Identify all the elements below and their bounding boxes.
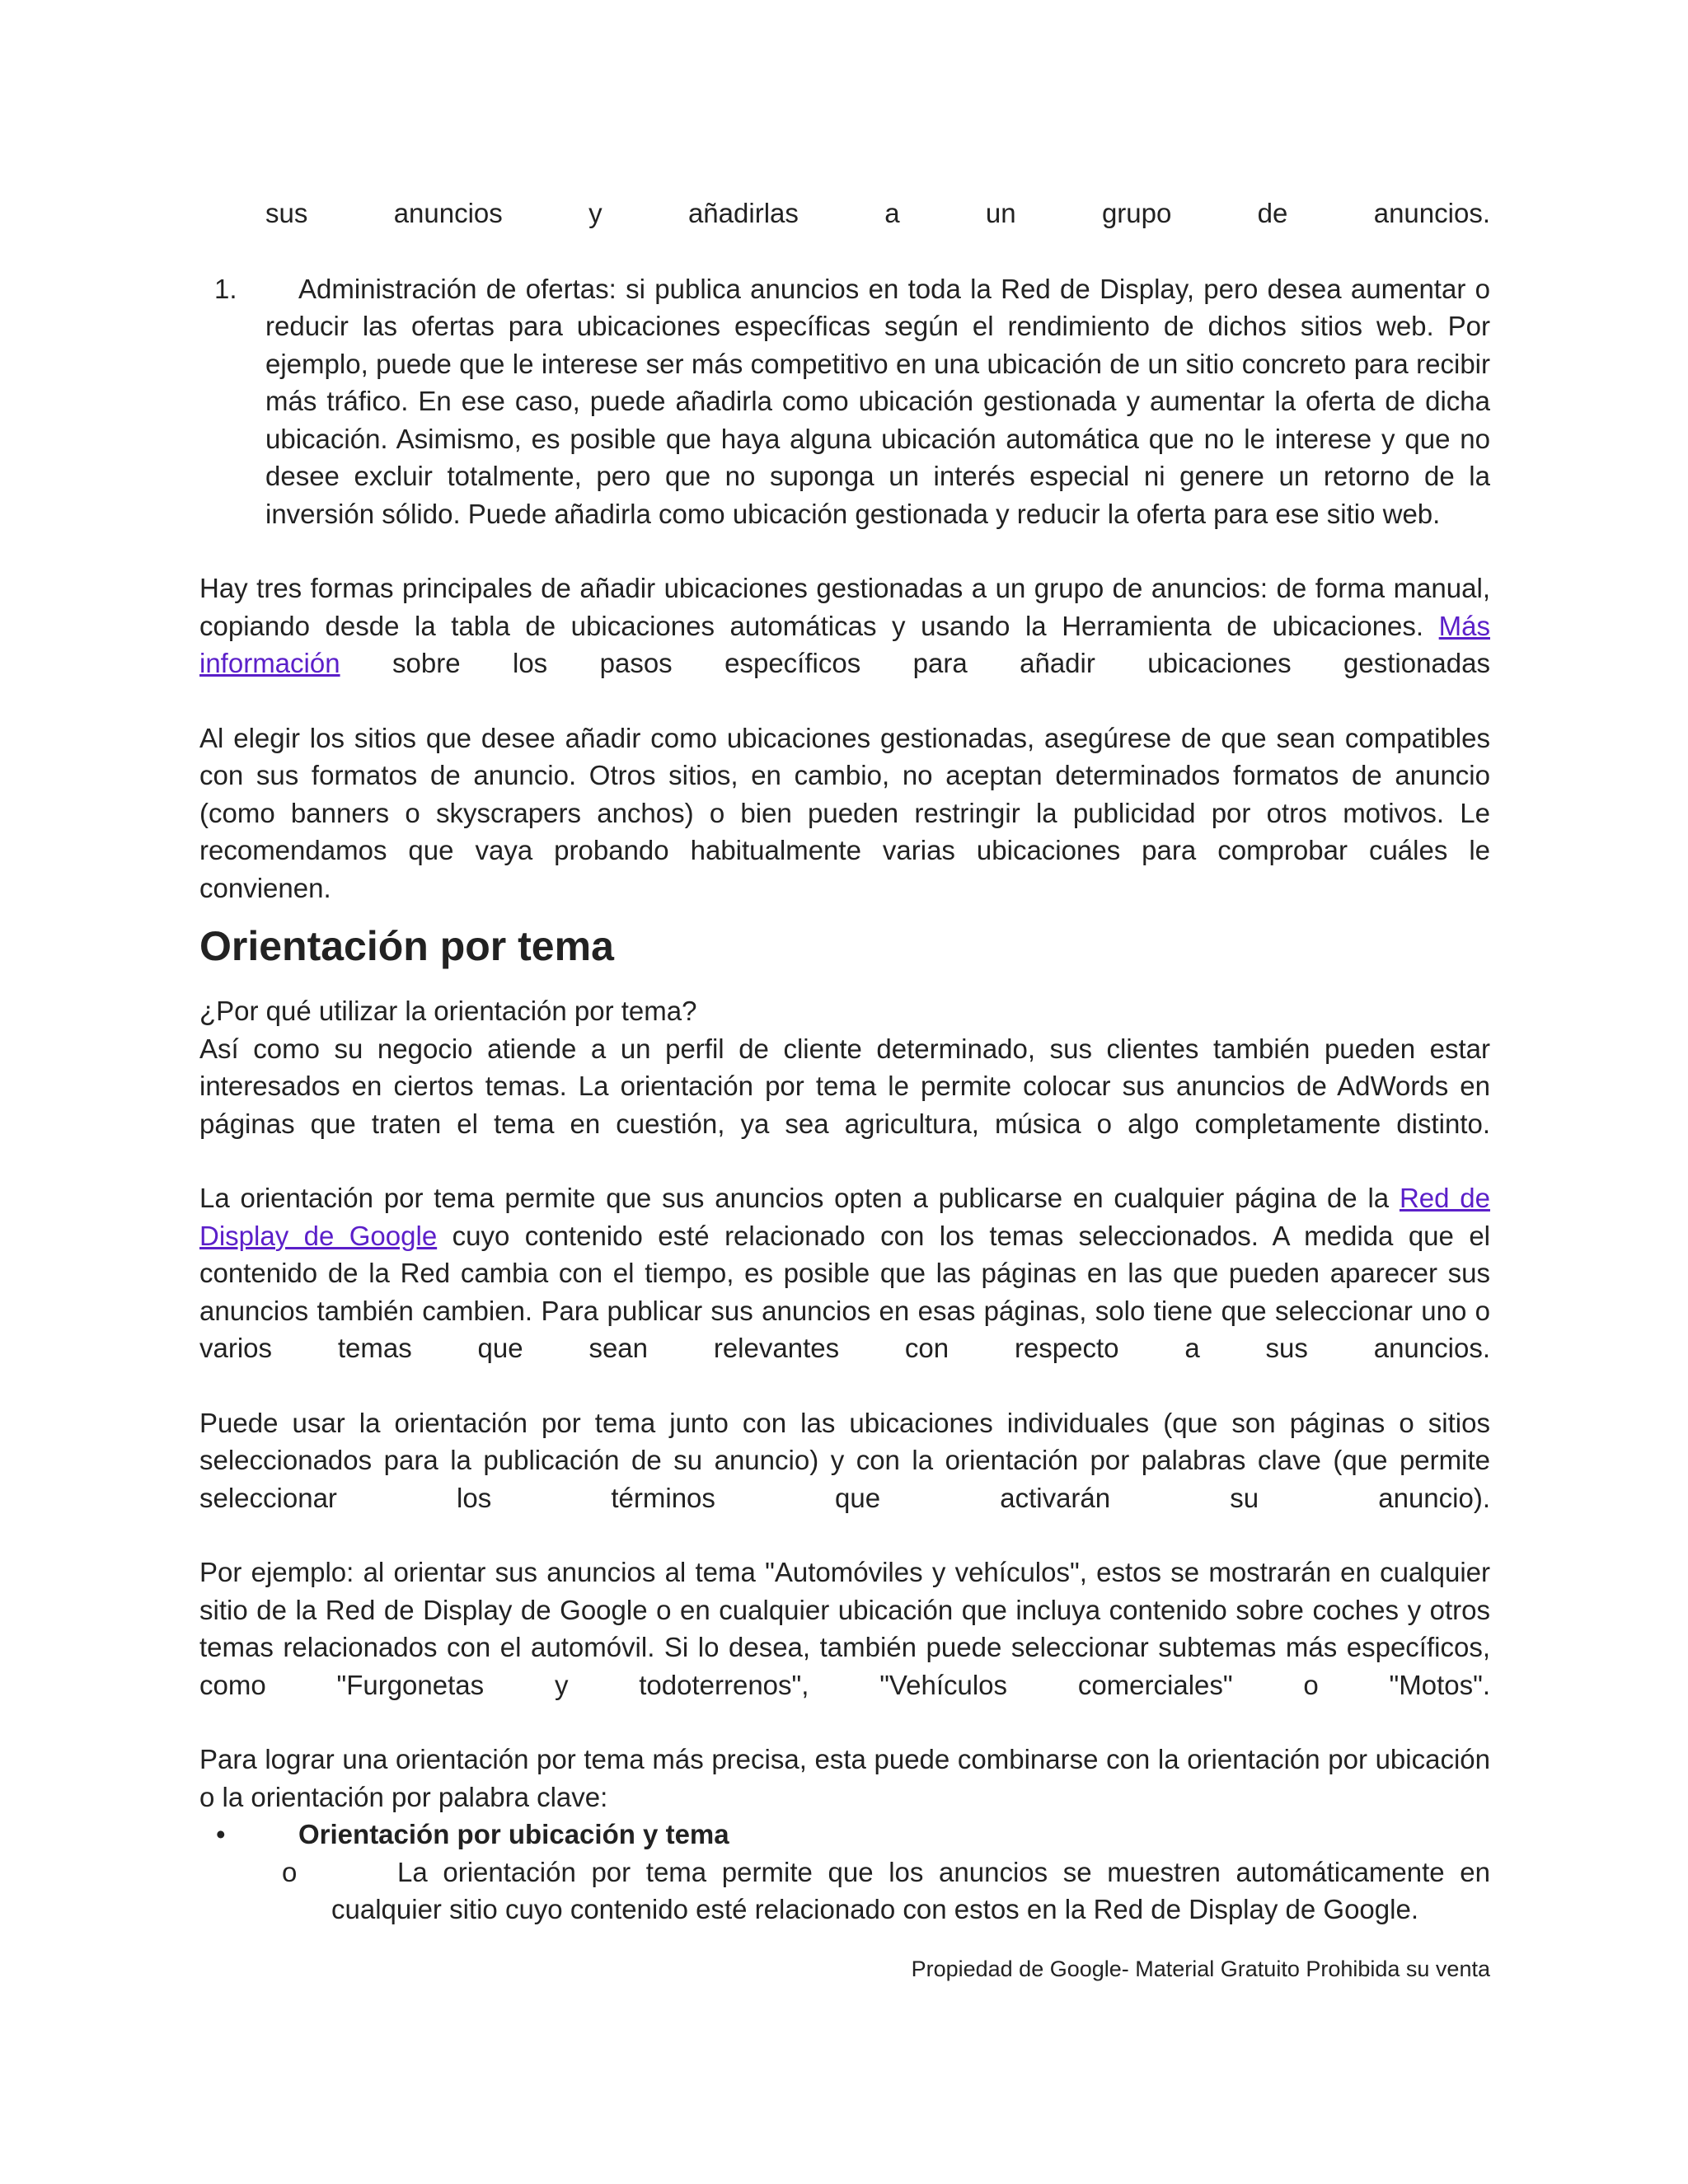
- numbered-list-item: [199, 270, 1490, 533]
- question-line: ¿Por qué utilizar la orientación por tema?: [199, 996, 697, 1026]
- continuation-line: sus anuncios y añadirlas a un grupo de anuncios.: [265, 198, 1490, 228]
- paragraph-combine: Puede usar la orientación por tema junto con las ubicaciones individuales (que son páginas o sitios seleccionados para la publicación de su anuncio) y con la orientación por palabras clave (que permite seleccionar los términos que activarán su anuncio).: [199, 1407, 1490, 1513]
- paragraph-ways: [199, 569, 1490, 682]
- list-item-text: Administración de ofertas: si publica anuncios en toda la Red de Display, pero desea aumentar o reducir las ofertas para ubicaciones específicas según el rendimiento de dichos sitios web. Por ejemplo, puede que le interese ser más competitivo en una ubicación de un sitio concreto para recibir más tráfico. En ese caso, puede añadirla como ubicación gestionada y aumentar la oferta de dicha ubicación. Asimismo, es posible que haya alguna ubicación automática que no le interese y que no desee excluir totalmente, pero que no suponga un interés especial ni genere un retorno de la inversión sólido. Puede añadirla como ubicación gestionada y reducir la oferta para ese sitio web.: [265, 273, 1490, 529]
- paragraph-example: Por ejemplo: al orientar sus anuncios al tema "Automóviles y vehículos", estos se mostrarán en cualquier sitio de la Red de Display de Google o en cualquier ubicación que incluya contenido sobre coches y otros temas relacionados con el automóvil. Si lo desea, también puede seleccionar subtemas más específicos, como "Furgonetas y todoterrenos", "Vehículos comerciales" o "Motos".: [199, 1557, 1490, 1700]
- paragraph-ways-tail: sobre los pasos específicos para añadir ubicaciones gestionadas: [340, 648, 1490, 678]
- paragraph-network: [199, 1179, 1490, 1367]
- display-network-link[interactable]: Red de Display de Google: [199, 1183, 1490, 1251]
- more-info-link[interactable]: Más información: [199, 610, 1490, 678]
- bullet-label: Orientación por ubicación y tema: [298, 1819, 729, 1849]
- document-body: [199, 194, 1490, 1929]
- section-heading: Orientación por tema: [199, 923, 614, 969]
- paragraph-compatibility: Al elegir los sitios que desee añadir como ubicaciones gestionadas, asegúrese de que sean compatibles con sus formatos de anuncio. Otros sitios, en cambio, no aceptan determinados formatos de anuncio (como banners o skyscrapers anchos) o bien pueden restringir la publicidad por otros motivos. Le recomendamos que vaya probando habitualmente varias ubicaciones para comprobar cuáles le convienen.: [199, 722, 1490, 903]
- paragraph-network-tail: cuyo contenido esté relacionado con los temas seleccionados. A medida que el contenido de la Red cambia con el tiempo, es posible que las páginas en las que pueden aparecer sus anuncios también cambien. Para publicar sus anuncios en esas páginas, solo tiene que seleccionar uno o varios temas que sean relevantes con respecto a sus anuncios.: [199, 1220, 1490, 1363]
- sub-bullet-marker: o: [282, 1856, 298, 1887]
- sub-bullet-item: [199, 1854, 1490, 1929]
- paragraph-profile: Así como su negocio atiende a un perfil de cliente determinado, sus clientes también pueden estar interesados en ciertos temas. La orientación por tema le permite colocar sus anuncios de AdWords en páginas que traten el tema en cuestión, ya sea agricultura, música o algo completamente distinto.: [199, 1033, 1490, 1139]
- paragraph-ways-text: Hay tres formas principales de añadir ubicaciones gestionadas a un grupo de anuncios: de forma manual, copiando desde la tabla de ubicaciones automáticas y usando la Herramienta de ubicaciones.: [199, 573, 1490, 641]
- sub-bullet-text: La orientación por tema permite que los anuncios se muestren automáticamente en cualquier sitio cuyo contenido esté relacionado con estos en la Red de Display de Google.: [331, 1856, 1490, 1924]
- list-number: 1.: [214, 273, 237, 304]
- paragraph-network-text: La orientación por tema permite que sus anuncios opten a publicarse en cualquier página de la: [199, 1183, 1400, 1213]
- bullet-item: [199, 1816, 1490, 1854]
- page-footer: Propiedad de Google- Material Gratuito Prohibida su venta: [911, 1957, 1490, 1981]
- bullet-marker: •: [216, 1819, 226, 1849]
- paragraph-precise: Para lograr una orientación por tema más precisa, esta puede combinarse con la orientación por ubicación o la orientación por palabra clave:: [199, 1744, 1490, 1812]
